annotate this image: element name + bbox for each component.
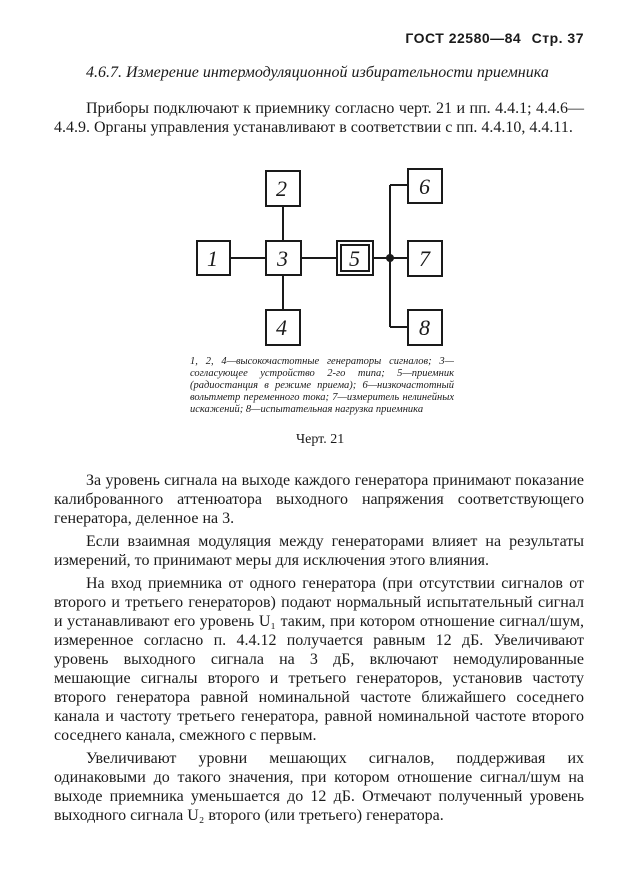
block-1: [197, 241, 230, 275]
svg-text:6: 6: [419, 174, 430, 199]
block-7: [408, 241, 442, 276]
svg-text:7: 7: [419, 246, 430, 271]
page-number: Стр. 37: [531, 30, 584, 46]
svg-text:5: 5: [349, 246, 360, 271]
section-number: 4.6.7.: [86, 64, 122, 81]
block-3: [266, 241, 301, 275]
svg-text:8: 8: [419, 315, 430, 340]
block-6: [408, 169, 442, 203]
block-8: [408, 310, 442, 345]
svg-text:1: 1: [207, 246, 218, 271]
figure-caption: 1, 2, 4—высокочастотные генераторы сигналов; 3—согласующее устройство 2-го типа; 5—приемник (радиостанция в режиме приема); 6—низкочастотный вольтметр переменного тока; 7—измеритель нелинейных искажений; 8—испытательная нагрузка приемника: [190, 356, 454, 415]
paragraph-1: За уровень сигнала на выходе каждого генератора принимают показание калиброванного аттенюатора выходного напряжения соответствующего генератора, деленное на 3.: [54, 472, 584, 527]
block-2: [266, 171, 300, 206]
block-4: [266, 310, 300, 345]
standard-number: ГОСТ 22580—84: [405, 30, 522, 46]
svg-text:4: 4: [276, 315, 287, 340]
block-diagram: [185, 165, 455, 365]
paragraph-3: На вход приемника от одного генератора (при отсутствии сигналов от второго и третьего генераторов) подают нормальный испытательный сигнал и устанавливают его уровень U₁ таким, при котором отношение сигнал/шум, измеренное согласно п. 4.4.12 получается равным 12 дБ. Увеличивают уровень выходного сигнала на 3 дБ, включают немодулированные мешающие сигналы второго и третьего генераторов, установив частоту второго генератора равной номинальной частоте ближайшего соседнего канала и частоту третьего генератора, равной номинальной частоте второго соседнего канала, смежного с первым.: [54, 575, 584, 744]
block-5: [337, 241, 373, 275]
figure-label: Черт. 21: [296, 432, 345, 447]
section-heading: [54, 63, 584, 82]
paragraph-4: Увеличивают уровни мешающих сигналов, поддерживая их одинаковыми до такого значения, при котором отношение сигнал/шум на выходе приемника уменьшается до 12 дБ. Отмечают полученный уровень выходного сигнала U₂ второго (или третьего) генератора.: [54, 750, 584, 824]
body-text: [54, 471, 584, 829]
page-header: [399, 30, 584, 46]
svg-text:2: 2: [276, 176, 287, 201]
junction-dot: [386, 254, 394, 262]
intro-paragraph: Приборы подключают к приемнику согласно черт. 21 и пп. 4.4.1; 4.4.6—4.4.9. Органы управления устанавливают в соответствии с пп. 4.4.10, 4.4.11.: [54, 100, 584, 136]
svg-text:3: 3: [277, 246, 288, 271]
paragraph-2: Если взаимная модуляция между генераторами влияет на результаты измерений, то принимают меры для исключения этого влияния.: [54, 533, 584, 569]
section-title: Измерение интермодуляционной избирательности приемника: [126, 64, 549, 81]
